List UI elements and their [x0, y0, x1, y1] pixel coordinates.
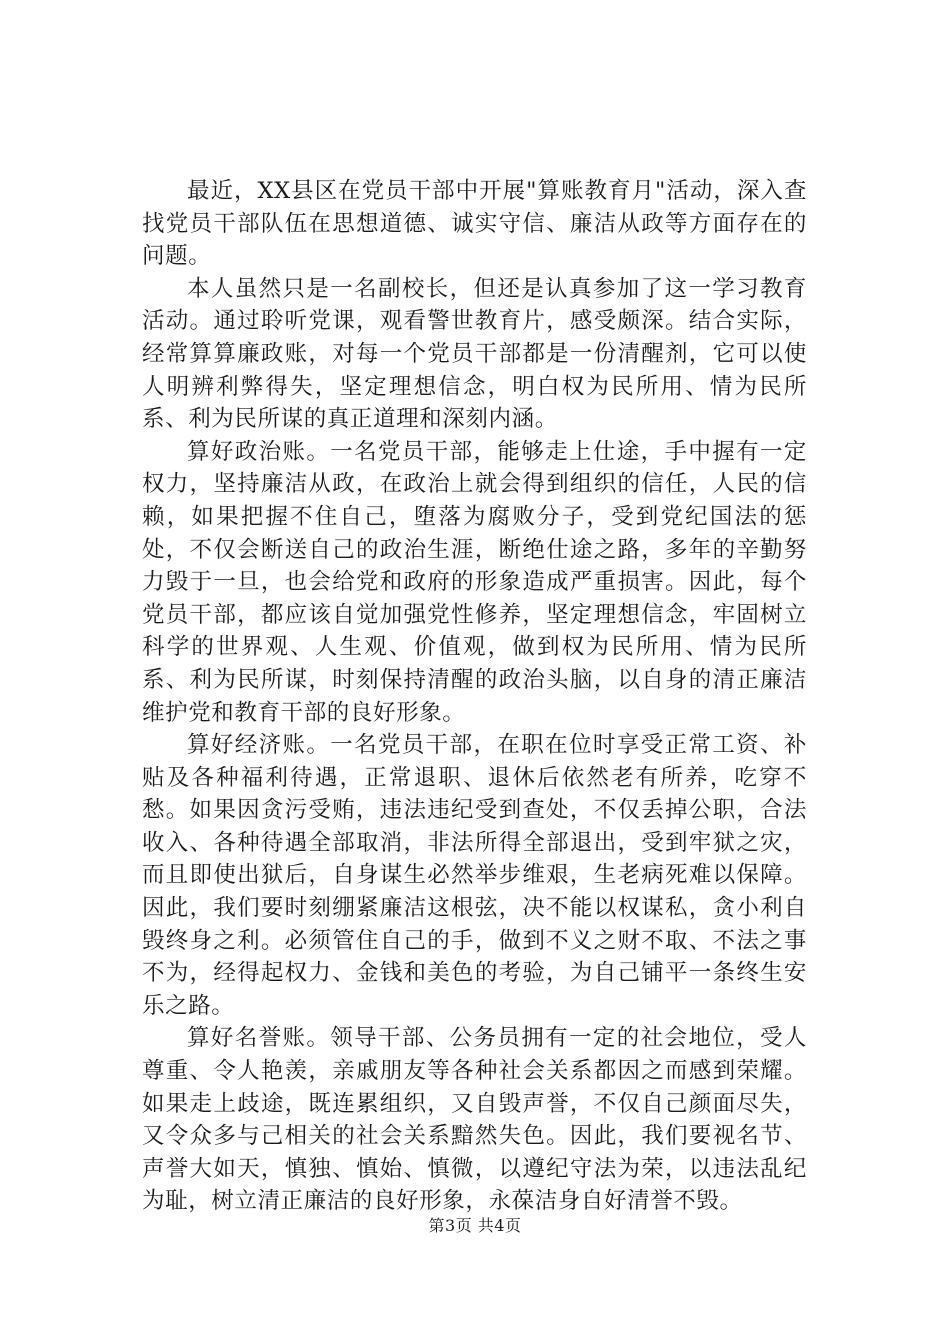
paragraph-economic-account: 算好经济账。一名党员干部，在职在位时享受正常工资、补贴及各种福利待遇，正常退职、退休后依然老有所养，吃穿不愁。如果因贪污受贿，违法违纪受到查处，不仅丢掉公职，合法收入、各种待遇全部取消，非法所得全部退出，受到牢狱之灾，而且即使出狱后，自身谋生必然举步维艰，生老病死难以保障。因此，我们要时刻绷紧廉洁这根弦，决不能以权谋私，贪小利自毁终身之利。必须管住自己的手，做到不义之财不取、不法之事不为，经得起权力、金钱和美色的考验，为自己铺平一条终生安乐之路。	[142, 732, 807, 1019]
paragraph-intro: 最近，XX县区在党员干部中开展"算账教育月"活动，深入查找党员干部队伍在思想道德、诚实守信、廉洁从政等方面存在的问题。	[142, 178, 807, 270]
paragraph-reputation-account: 算好名誉账。领导干部、公务员拥有一定的社会地位，受人尊重、令人艳羡，亲戚朋友等各种社会关系都因之而感到荣耀。如果走上歧途，既连累组织，又自毁声誉，不仅自己颜面尽失，又令众多与己相关的社会关系黯然失色。因此，我们要视名节、声誉大如天，慎独、慎始、慎微，以遵纪守法为荣，以违法乱纪为耻，树立清正廉洁的良好形象，永葆洁身自好清誉不毁。	[142, 1025, 807, 1215]
paragraph-personal-reflection: 本人虽然只是一名副校长，但还是认真参加了这一学习教育活动。通过聆听党课，观看警世教育片，感受颇深。结合实际，经常算算廉政账，对每一个党员干部都是一份清醒剂，它可以使人明辨利弊得失，坚定理想信念，明白权为民所用、情为民所系、利为民所谋的真正道理和深刻内涵。	[142, 275, 807, 433]
paragraph-political-account: 算好政治账。一名党员干部，能够走上仕途，手中握有一定权力，坚持廉洁从政，在政治上就会得到组织的信任，人民的信赖，如果把握不住自己，堕落为腐败分子，受到党纪国法的惩处，不仅会断送自己的政治生涯，断绝仕途之路，多年的辛勤努力毁于一旦，也会给党和政府的形象造成严重损害。因此，每个党员干部，都应该自觉加强党性修养，坚定理想信念，牢固树立科学的世界观、人生观、价值观，做到权为民所用、情为民所系、利为民所谋，时刻保持清醒的政治头脑，以自身的清正廉洁维护党和教育干部的良好形象。	[142, 438, 807, 726]
body-text	[142, 175, 807, 1218]
page-number-footer: 第3页 共4页	[428, 1216, 522, 1235]
